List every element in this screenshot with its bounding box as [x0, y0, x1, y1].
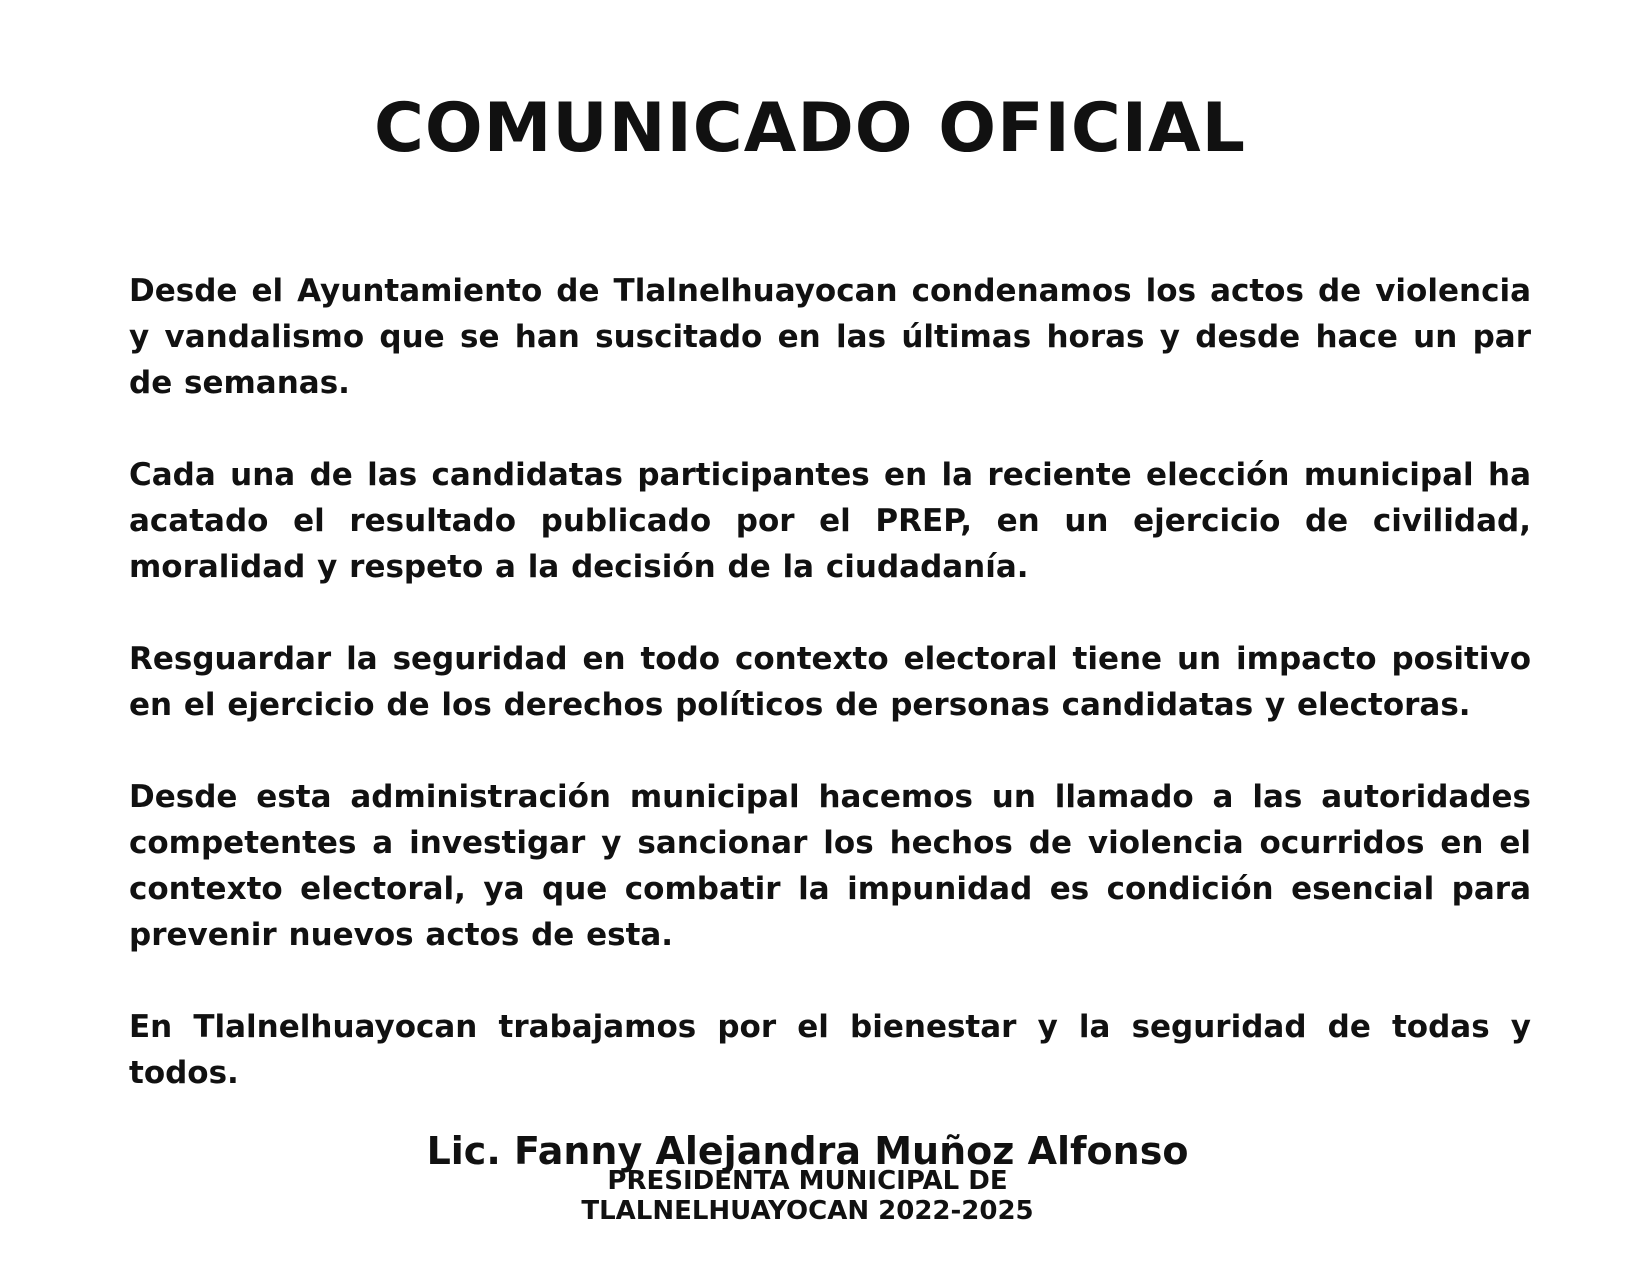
paragraph-candidates: Cada una de las candidatas participantes en la reciente elección municipal ha acatado el resultado publicado por el PREP, en un ejercicio de civilidad, moralidad y respeto a la decisión de la ciudadanía. [129, 457, 1531, 585]
paragraph-call-to-authorities: Desde esta administración municipal hacemos un llamado a las autoridades competentes a investigar y sancionar los hechos de violencia ocurridos en el contexto electoral, ya que combatir la impunidad es condición esencial para prevenir nuevos actos de esta. [129, 779, 1531, 953]
paragraph-closing: En Tlalnelhuayocan trabajamos por el bienestar y la seguridad de todas y todos. [129, 1009, 1531, 1091]
signature-block [0, 1130, 1615, 1226]
signatory-role-line-2: TLALNELHUAYOCAN 2022-2025 [581, 1196, 1034, 1226]
signatory-role-line-1: PRESIDENTA MUNICIPAL DE [607, 1166, 1008, 1196]
page-title: COMUNICADO OFICIAL [374, 89, 1246, 168]
signatory-name: Lic. Fanny Alejandra Muñoz Alfonso [426, 1129, 1189, 1173]
paragraph-condemnation: Desde el Ayuntamiento de Tlalnelhuayocan condenamos los actos de violencia y vandalismo que se han suscitado en las últimas horas y desde hace un par de semanas. [129, 273, 1531, 401]
paragraph-security: Resguardar la seguridad en todo contexto electoral tiene un impacto positivo en el ejercicio de los derechos políticos de personas candidatas y electoras. [129, 641, 1531, 723]
